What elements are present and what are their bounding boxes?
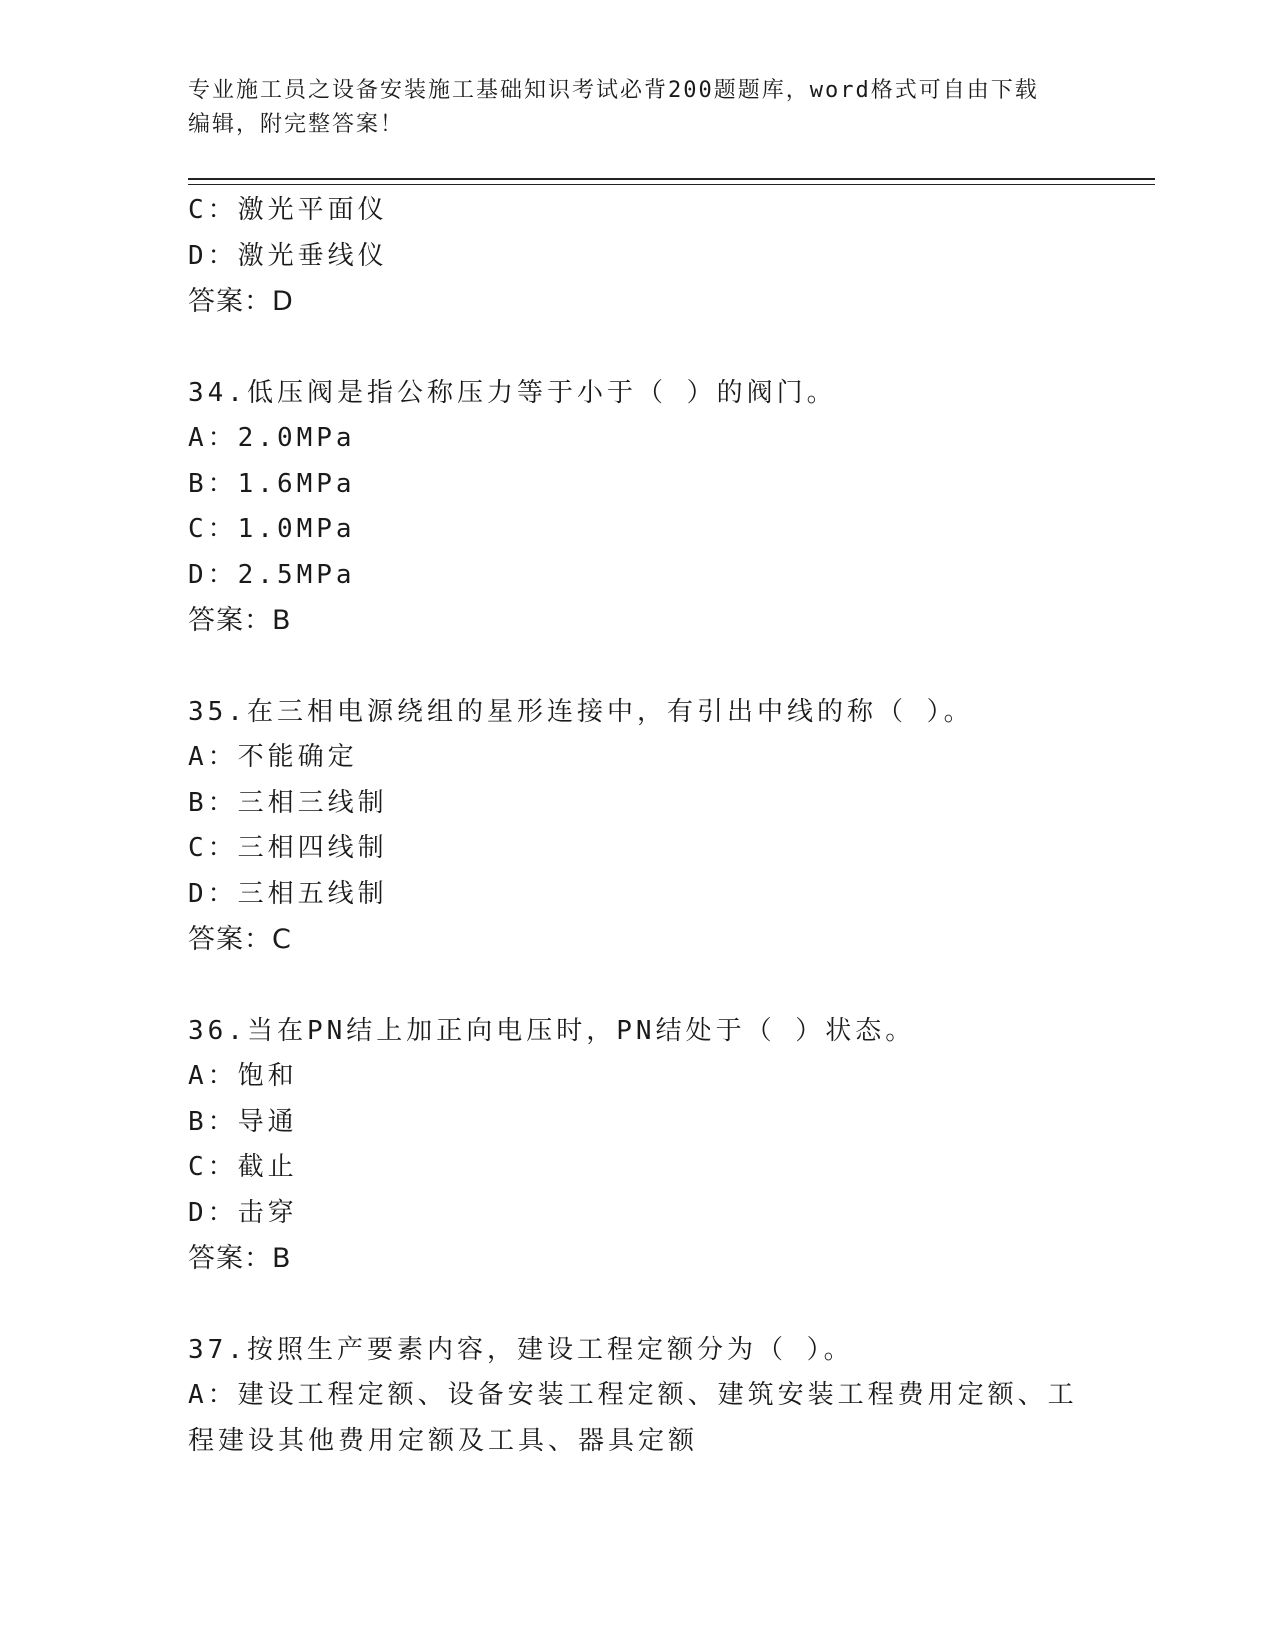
question-block-35 (188, 690, 1088, 963)
option-a: A：不能确定 (188, 742, 358, 772)
spacer (188, 325, 1088, 371)
header-rule-thick (188, 178, 1155, 180)
option-a: A：建设工程定额、设备安装工程定额、建筑安装工程费用定额、工程建设其他费用定额及工具、器具定额 (188, 1380, 1078, 1456)
question-stem: 34.低压阀是指公称压力等于小于（ ）的阀门。 (188, 377, 837, 408)
option-c: C：截止 (188, 1152, 298, 1182)
question-stem: 36.当在PN结上加正向电压时，PN结处于（ ）状态。 (188, 1015, 916, 1046)
option-a: A：饱和 (188, 1061, 298, 1091)
option-c: C：1.0MPa (188, 514, 356, 544)
question-stem: 37.按照生产要素内容，建设工程定额分为（ ）。 (188, 1334, 854, 1365)
spacer (188, 1282, 1088, 1328)
spacer (188, 644, 1088, 690)
question-block-36 (188, 1009, 1088, 1282)
header-line-2: 编辑，附完整答案！ (188, 112, 405, 137)
option-d: D：三相五线制 (188, 878, 388, 909)
header-rule-thin (188, 184, 1155, 185)
answer-line: 答案：B (188, 1243, 292, 1274)
option-d: D：击穿 (188, 1197, 298, 1228)
option-b: B：导通 (188, 1106, 298, 1137)
header-line-1: 专业施工员之设备安装施工基础知识考试必背200题题库，word格式可自由下载 (188, 78, 1039, 103)
spacer (188, 963, 1088, 1009)
option-d: D：激光垂线仪 (188, 240, 388, 271)
question-block-37 (188, 1328, 1088, 1465)
document-header (188, 74, 1088, 142)
question-block-34 (188, 371, 1088, 644)
question-block-prev (188, 188, 1088, 325)
question-stem: 35.在三相电源绕组的星形连接中，有引出中线的称（ ）。 (188, 696, 974, 727)
option-a: A：2.0MPa (188, 423, 356, 453)
answer-line: 答案：C (188, 924, 292, 955)
answer-line: 答案：D (188, 286, 294, 317)
answer-line: 答案：B (188, 605, 292, 636)
option-b: B：1.6MPa (188, 468, 356, 499)
option-c: C：三相四线制 (188, 833, 388, 863)
option-c: C：激光平面仪 (188, 195, 388, 225)
option-b: B：三相三线制 (188, 787, 388, 818)
option-d: D：2.5MPa (188, 559, 356, 590)
document-body (188, 188, 1088, 1464)
